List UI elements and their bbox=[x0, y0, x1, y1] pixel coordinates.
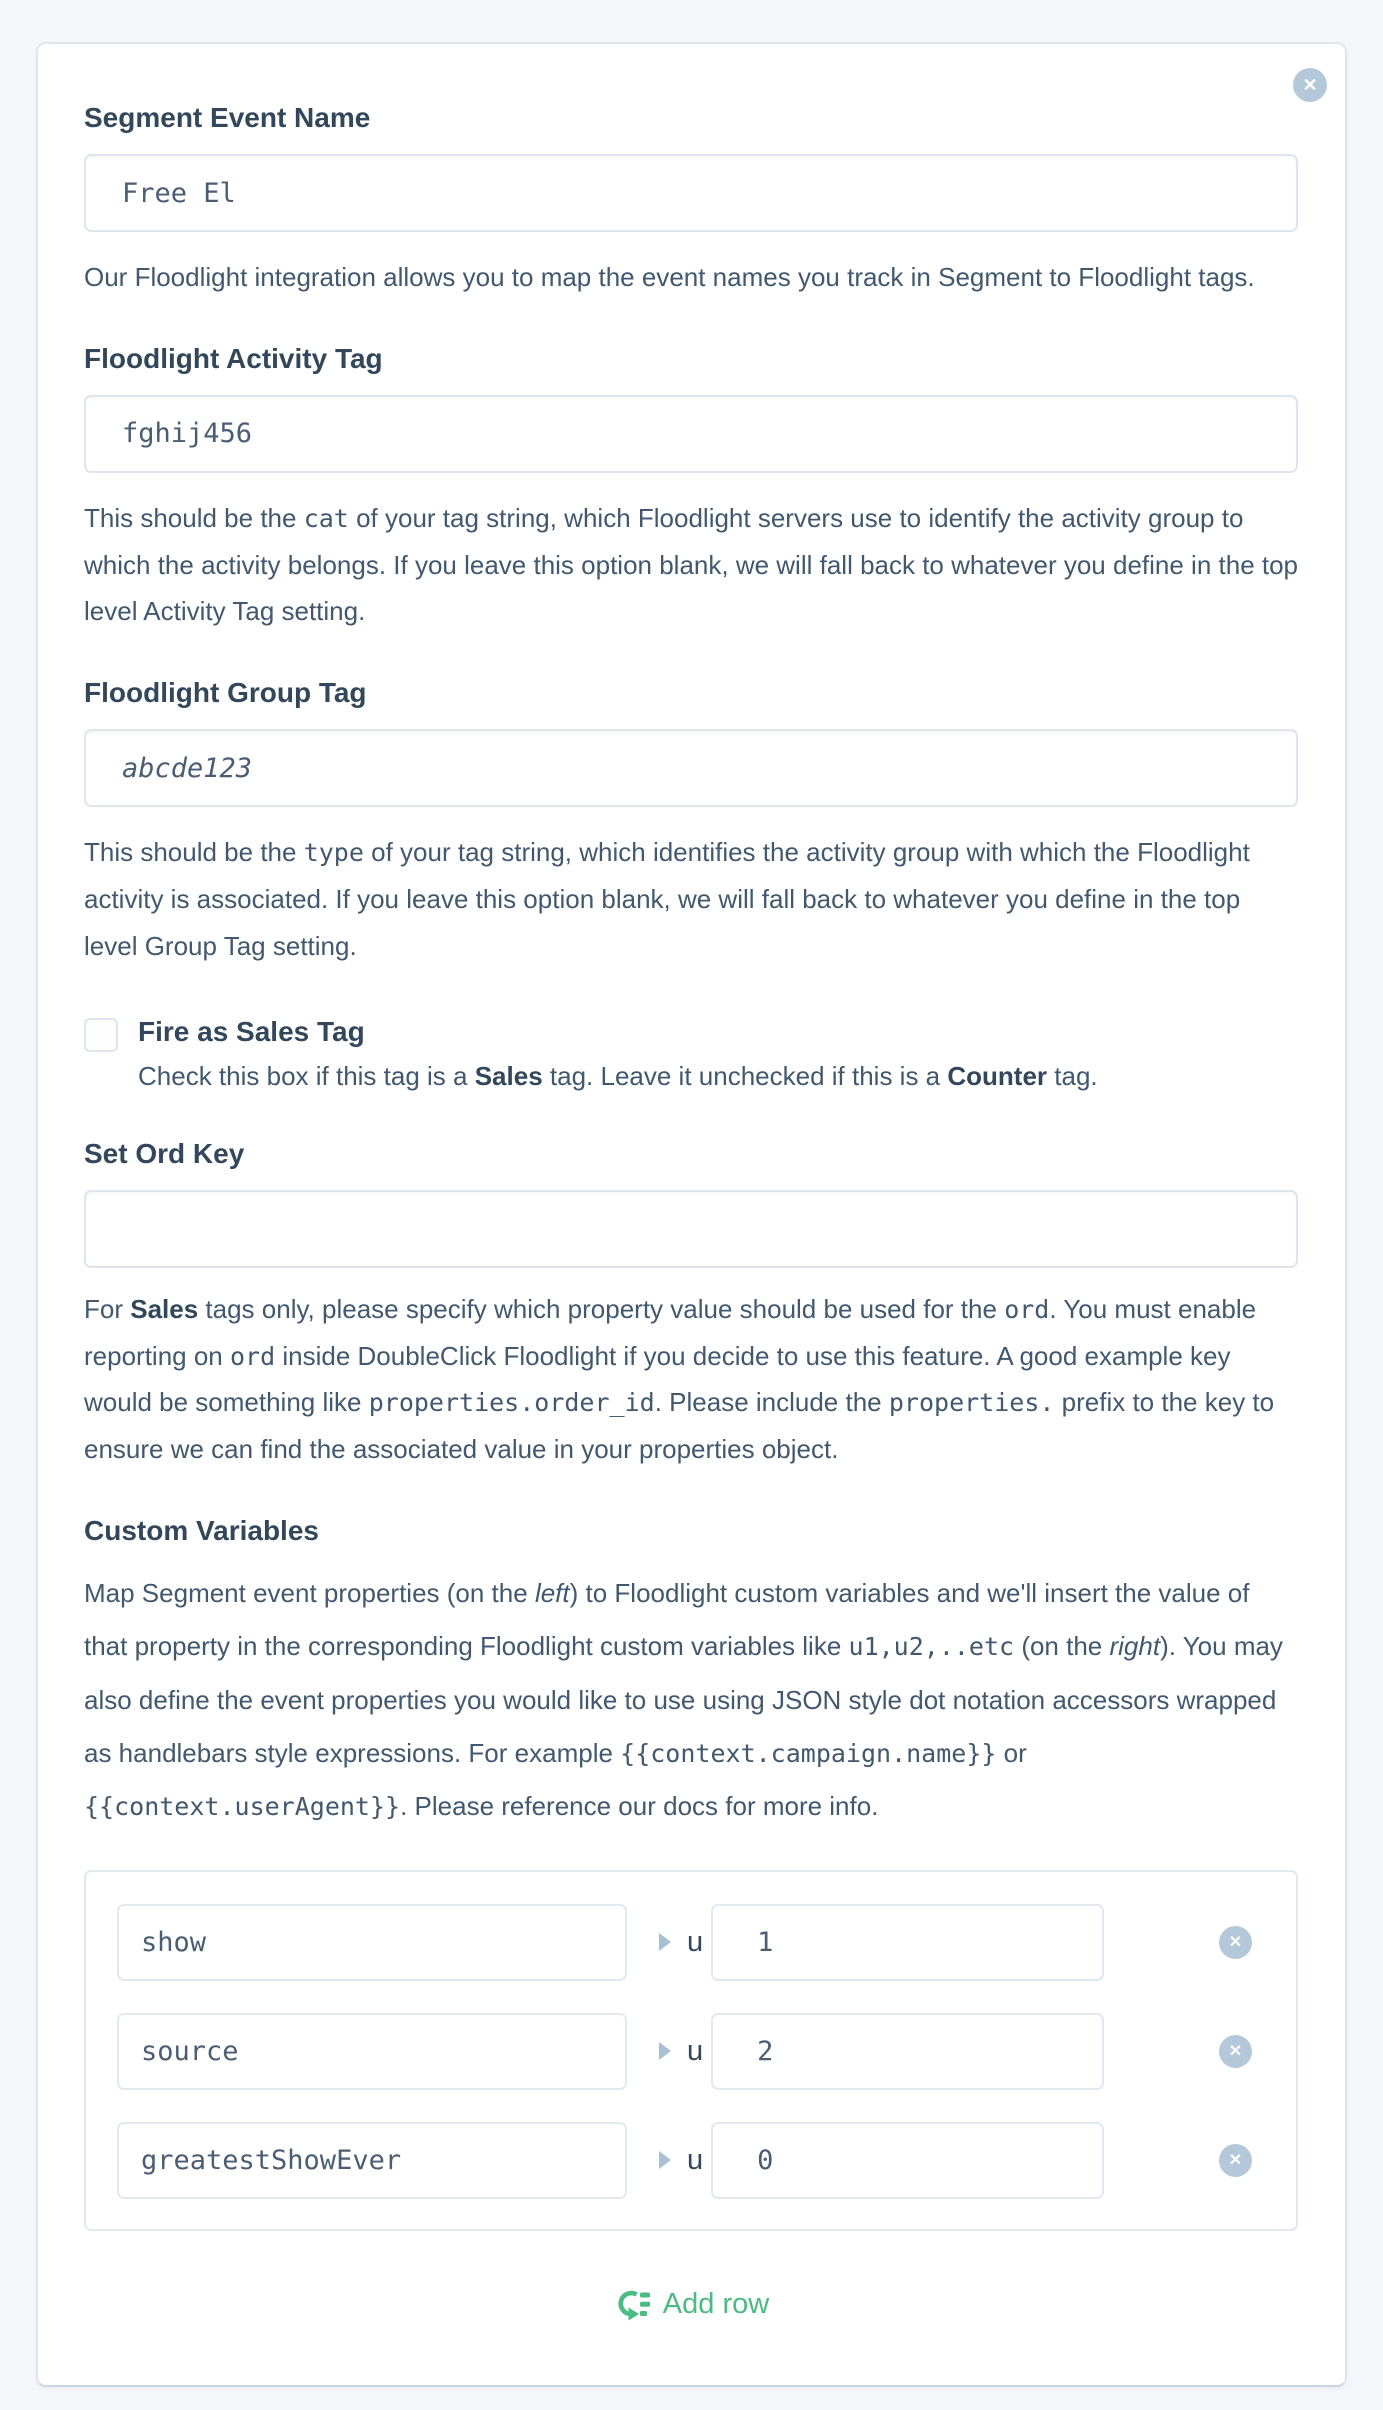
mapping-arrow-icon bbox=[659, 2151, 671, 2169]
event-name-label: Segment Event Name bbox=[84, 102, 371, 133]
mapping-arrow-icon bbox=[659, 1933, 671, 1951]
close-icon: ✕ bbox=[1302, 75, 1318, 95]
variable-prefix-label: u bbox=[687, 1925, 704, 1958]
activity-tag-section bbox=[84, 343, 1298, 635]
custom-variable-row bbox=[117, 1904, 1268, 1981]
variable-index-input[interactable] bbox=[711, 2122, 1104, 2199]
custom-variables-description: Map Segment event properties (on the left) to Floodlight custom variables and we'll insert the value of that property in the corresponding Floodlight custom variables like u1,u2,..etc (on the right). You may also define the event properties you would like to use using JSON style dot notation accessors wrapped as handlebars style expressions. For example {{context.campaign.name}} or {{context.userAgent}}. Please reference our docs for more info. bbox=[84, 1578, 1283, 1822]
close-button[interactable] bbox=[1293, 68, 1327, 102]
remove-icon: ✕ bbox=[1228, 2042, 1243, 2060]
settings-modal bbox=[36, 42, 1347, 2387]
custom-variable-row bbox=[117, 2013, 1268, 2090]
add-row-label: Add row bbox=[662, 2287, 770, 2320]
property-input[interactable] bbox=[117, 2122, 627, 2199]
activity-tag-label: Floodlight Activity Tag bbox=[84, 342, 383, 374]
variable-index-input[interactable] bbox=[711, 2013, 1104, 2090]
sales-tag-label: Fire as Sales Tag bbox=[138, 1015, 365, 1047]
ord-key-input[interactable] bbox=[84, 1190, 1298, 1268]
remove-row-button[interactable] bbox=[1219, 2144, 1252, 2177]
variable-prefix-label: u bbox=[687, 2034, 704, 2067]
fire-as-sales-tag-checkbox[interactable] bbox=[84, 1018, 118, 1052]
custom-variable-row bbox=[117, 2122, 1268, 2199]
mapping-arrow-icon bbox=[659, 2042, 671, 2060]
event-name-input[interactable] bbox=[84, 154, 1298, 232]
sales-tag-section bbox=[84, 1016, 1298, 1096]
activity-tag-input[interactable] bbox=[84, 395, 1298, 473]
remove-row-button[interactable] bbox=[1219, 1926, 1252, 1959]
remove-icon: ✕ bbox=[1228, 2151, 1243, 2169]
custom-variables-box bbox=[84, 1870, 1298, 2231]
group-tag-section bbox=[84, 677, 1298, 969]
sales-tag-description: Check this box if this tag is a Sales tag. Leave it unchecked if this is a Counter tag. bbox=[138, 1060, 1098, 1091]
ord-key-description: For Sales tags only, please specify which property value should be used for the ord. You must enable reporting on ord inside DoubleClick Floodlight if you decide to use this feature. A good example key would be something like properties.order_id. Please include the properties. prefix to the key to ensure we can find the associated value in your properties object. bbox=[84, 1293, 1275, 1465]
group-tag-input[interactable] bbox=[84, 729, 1298, 807]
remove-row-button[interactable] bbox=[1219, 2035, 1252, 2068]
property-input[interactable] bbox=[117, 1904, 627, 1981]
property-input[interactable] bbox=[117, 2013, 627, 2090]
add-row-icon bbox=[613, 2286, 650, 2323]
group-tag-description: This should be the type of your tag string, which identifies the activity group with which the Floodlight activity is associated. If you leave this option blank, we will fall back to whatever you define in the top level Group Tag setting. bbox=[84, 837, 1250, 961]
event-name-description: Our Floodlight integration allows you to map the event names you track in Segment to Floodlight tags. bbox=[84, 262, 1255, 292]
event-name-section bbox=[84, 102, 1298, 301]
custom-variables-label: Custom Variables bbox=[84, 1515, 319, 1547]
group-tag-label: Floodlight Group Tag bbox=[84, 677, 367, 709]
add-row-button[interactable] bbox=[613, 2286, 769, 2323]
remove-icon: ✕ bbox=[1228, 1933, 1243, 1951]
variable-index-input[interactable] bbox=[711, 1904, 1104, 1981]
activity-tag-description: This should be the cat of your tag string, which Floodlight servers use to identify the activity group to which the activity belongs. If you leave this option blank, we will fall back to whatever you define in the top level Activity Tag setting. bbox=[84, 502, 1299, 627]
ord-key-section bbox=[84, 1138, 1298, 1473]
ord-key-label: Set Ord Key bbox=[84, 1137, 245, 1169]
variable-prefix-label: u bbox=[687, 2143, 704, 2176]
custom-variables-section bbox=[84, 1515, 1298, 2322]
